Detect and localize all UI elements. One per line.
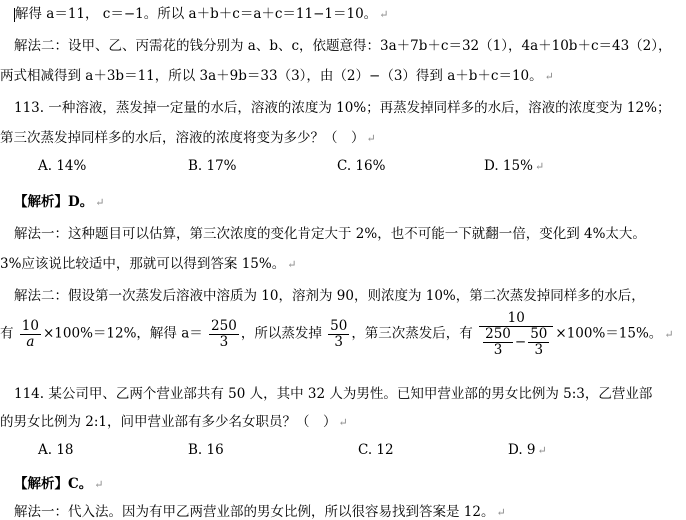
- q114-option-b: B. 16: [188, 442, 224, 458]
- q114-answer: 【解析】C。 ↵: [14, 476, 104, 492]
- fraction-50-over-3: $\frac{50}{3}$: [330, 317, 348, 350]
- q113-option-b: B. 17%: [188, 158, 237, 174]
- q114-option-a: A. 18: [38, 442, 74, 458]
- line-method2-result: 两式相减得到 a＋3b＝11，所以 3a＋9b＝33（3），由（2）−（3）得到 a＋b＋c＝10。 ↵: [0, 68, 554, 84]
- line-solve-result: 解得 a＝11， c＝−1。所以 a＋b＋c＝a＋c＝11−1＝10。 ↵: [15, 6, 389, 22]
- q113-method1-a: 解法一：这种题目可以估算，第三次浓度的变化肯定大于 2%，也不可能一下就翻一倍，变化到 4%太大。: [14, 226, 646, 242]
- q113-option-d: D. 15% ↵: [484, 158, 545, 174]
- q113-method1-b: 3%应该说比较适中，那就可以得到答案 15%。 ↵: [0, 256, 297, 272]
- q114-option-c: C. 12: [358, 442, 394, 458]
- q113-option-c: C. 16%: [337, 158, 386, 174]
- q114-method1: 解法一：代入法。因为有甲乙两营业部的男女比例，所以很容易找到答案是 12。 ↵: [14, 504, 506, 520]
- q113-option-a: A. 14%: [38, 158, 87, 174]
- q113-method2-a: 解法二：假设第一次蒸发后溶液中溶质为 10，溶剂为 90，则浓度为 10%，第二次蒸发掉同样多的水后，: [14, 288, 645, 304]
- q113-text-2: 第三次蒸发掉同样多的水后，溶液的浓度将变为多少？（ ） ↵: [0, 130, 376, 146]
- compound-fraction: 10 $\frac{250}{3}$ − $\frac{50}{3}$: [479, 310, 553, 358]
- q113-answer: 【解析】D。 ↵: [14, 194, 105, 210]
- line-method2-setup: 解法二：设甲、乙、丙需花的钱分别为 a、b、c，依题意得：3a＋7b＋c＝32（1），4a＋10b＋c＝43（2），: [14, 38, 672, 54]
- q114-text-1: 114. 某公司甲、乙两个营业部共有 50 人，其中 32 人为男性。已知甲营业部的男女比例为 5:3，乙营业部: [14, 386, 653, 402]
- fraction-50-over-3-inner: $\frac{50}{3}$: [530, 326, 548, 358]
- fraction-10-over-a: $\frac{10}{a}$: [21, 317, 39, 350]
- q114-text-2: 的男女比例为 2:1，问甲营业部有多少名女职员？（ ） ↵: [0, 414, 348, 430]
- q114-option-d: D. 9 ↵: [508, 442, 547, 458]
- q113-text-1: 113. 一种溶液，蒸发掉一定量的水后，溶液的浓度为 10%；再蒸发掉同样多的水后，溶液的浓度变为 12%；: [14, 100, 671, 116]
- fraction-250-over-3-inner: $\frac{250}{3}$: [485, 326, 511, 358]
- fraction-250-over-3: $\frac{250}{3}$: [211, 317, 237, 350]
- q113-method2-b: 有 $\frac{10}{a}$ ×100%＝12%，解得 a＝ $\frac{250}{3}$ ，所以蒸发掉 $\frac{50}{3}$ ，第三次蒸发后，有 10 $\frac{250}{3}$ − $\frac{50}{3}$ ×100%＝15%。 ↵: [0, 310, 674, 358]
